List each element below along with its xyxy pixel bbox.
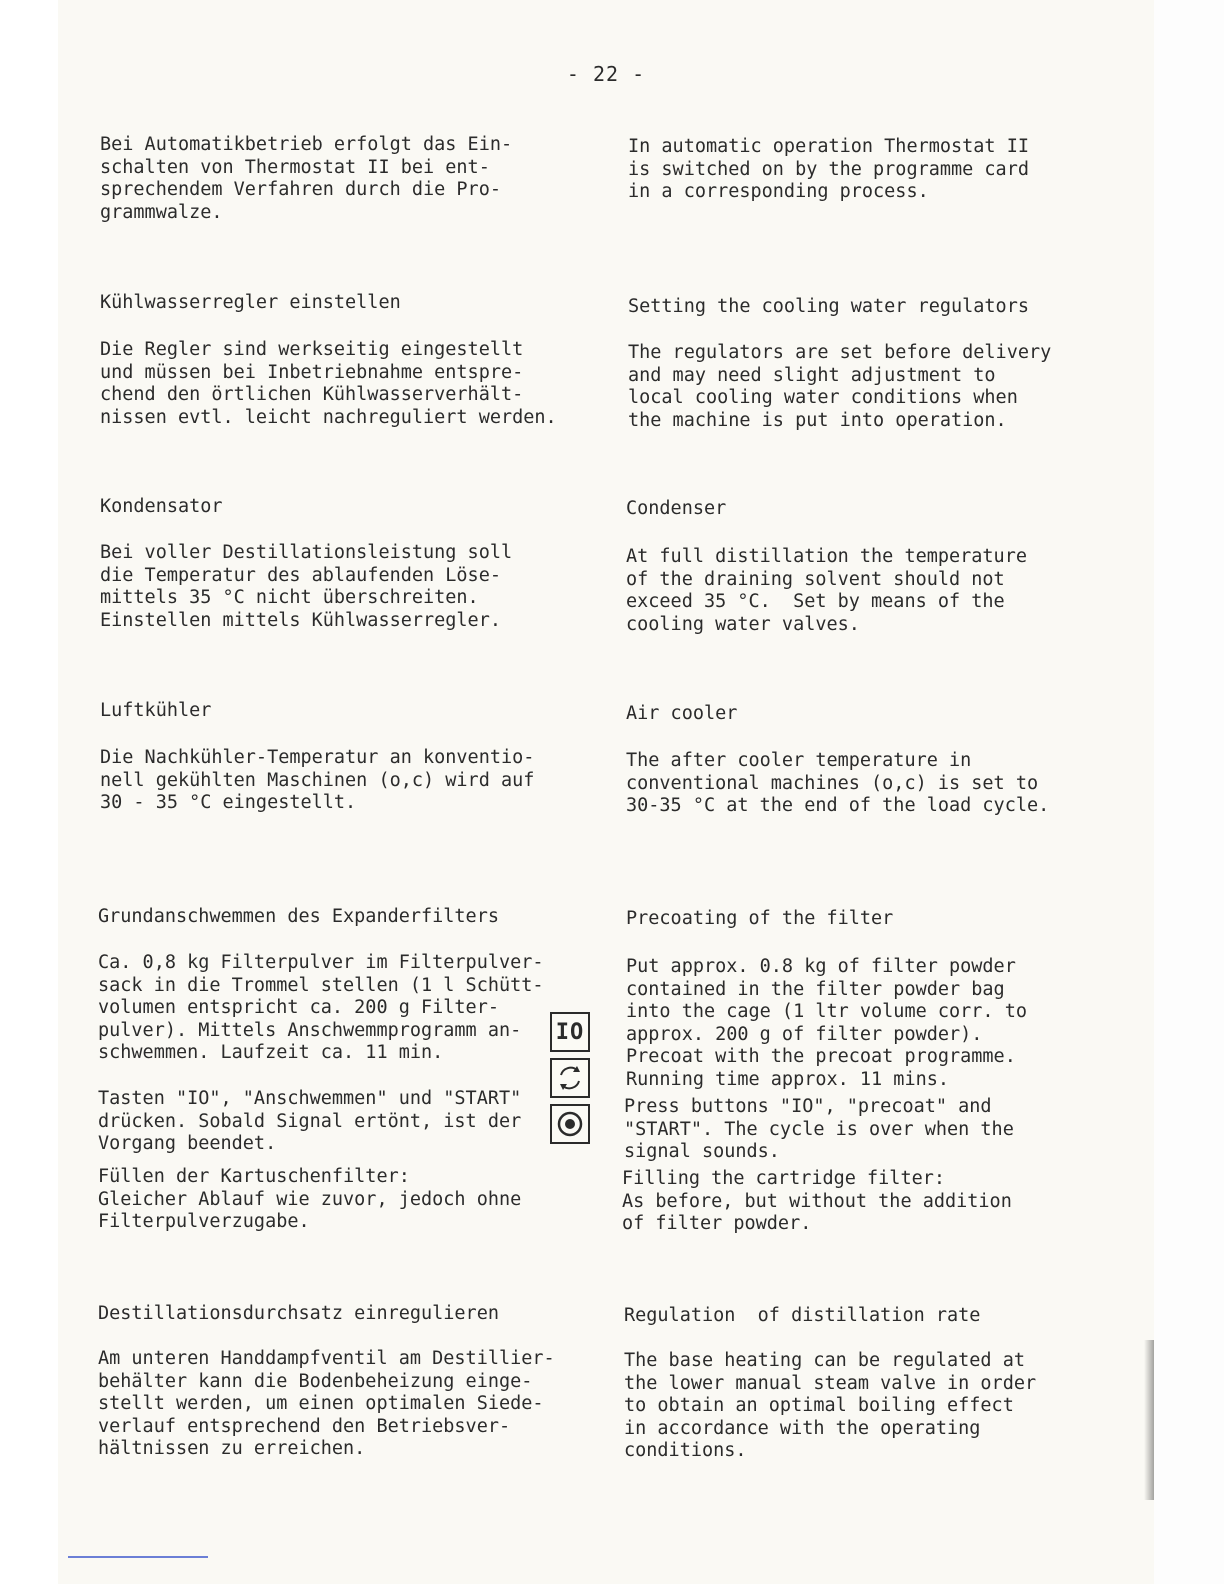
cartridge-text-de: Füllen der Kartuschenfilter: Gleicher Ablauf wie zuvor, jedoch ohne Filterpulverzugabe. bbox=[98, 1166, 522, 1232]
air-cooler-text-en: The after cooler temperature in conventional machines (o,c) is set to 30-35 °C at the end of the load cycle. bbox=[626, 750, 1050, 816]
precoat-buttons-text-en: Press buttons "IO", "precoat" and "START". The cycle is over when the signal sounds. bbox=[624, 1096, 1014, 1162]
intro-text-en: In automatic operation Thermostat II is switched on by the programme card in a corresponding process. bbox=[628, 136, 1029, 202]
distillation-text-en: The base heating can be regulated at the lower manual steam valve in order to obtain an optimal boiling effect in accordance with the operating conditions. bbox=[624, 1350, 1037, 1461]
heading-condenser-de: Kondensator bbox=[100, 496, 223, 517]
io-button-label: IO bbox=[555, 1019, 585, 1045]
io-button-icon bbox=[550, 1012, 590, 1052]
scan-shadow bbox=[1144, 1340, 1154, 1500]
heading-distillation-de: Destillationsdurchsatz einregulieren bbox=[98, 1303, 499, 1324]
precoat-buttons-text-de: Tasten "IO", "Anschwemmen" und "START" drücken. Sobald Signal ertönt, ist der Vorgang beendet. bbox=[98, 1088, 522, 1154]
start-button-icon bbox=[550, 1104, 590, 1144]
scan-artifact-line bbox=[68, 1556, 208, 1558]
heading-cooling-water-en: Setting the cooling water regulators bbox=[628, 296, 1029, 317]
heading-precoat-en: Precoating of the filter bbox=[626, 908, 894, 929]
heading-air-cooler-de: Luftkühler bbox=[100, 700, 212, 721]
air-cooler-text-de: Die Nachkühler-Temperatur an konventio- nell gekühlten Maschinen (o,c) wird auf 30 - 35 °C eingestellt. bbox=[100, 747, 535, 813]
heading-distillation-en: Regulation of distillation rate bbox=[624, 1305, 981, 1326]
document-page bbox=[58, 0, 1154, 1584]
cooling-water-text-de: Die Regler sind werkseitig eingestellt und müssen bei Inbetriebnahme entspre- chend den örtlichen Kühlwasserverhält- nissen evtl. leicht nachreguliert werden. bbox=[100, 339, 557, 428]
heading-cooling-water-de: Kühlwasserregler einstellen bbox=[100, 292, 401, 313]
precoat-text-en: Put approx. 0.8 kg of filter powder contained in the filter powder bag into the cage (1 ltr volume corr. to approx. 200 g of filter powder). Precoat with the precoat programme. Running time approx. 11 mins. bbox=[626, 956, 1027, 1090]
precoat-cycle-icon bbox=[550, 1058, 590, 1098]
distillation-text-de: Am unteren Handdampfventil am Destillier- behälter kann die Bodenbeheizung einge- stellt werden, um einen optimalen Siede- verlauf entsprechend den Betriebsver- hältnissen zu erreichen. bbox=[98, 1348, 555, 1459]
precoat-text-de: Ca. 0,8 kg Filterpulver im Filterpulver- sack in die Trommel stellen (1 l Schütt- volumen entspricht ca. 200 g Filter- pulver). Mittels Anschwemmprogramm an- schwemmen. Laufzeit ca. 11 min. bbox=[98, 952, 544, 1063]
control-button-symbols bbox=[550, 1012, 594, 1150]
scan-margin bbox=[1154, 0, 1224, 1584]
cartridge-text-en: Filling the cartridge filter: As before, but without the addition of filter powder. bbox=[622, 1168, 1012, 1234]
page-number: - 22 - bbox=[566, 62, 646, 86]
heading-precoat-de: Grundanschwemmen des Expanderfilters bbox=[98, 906, 499, 927]
condenser-text-en: At full distillation the temperature of the draining solvent should not exceed 35 °C. Set by means of the cooling water valves. bbox=[626, 546, 1027, 635]
intro-text-de: Bei Automatikbetrieb erfolgt das Ein- schalten von Thermostat II bei ent- sprechendem Verfahren durch die Pro- grammwalze. bbox=[100, 134, 513, 223]
heading-condenser-en: Condenser bbox=[626, 498, 727, 519]
cooling-water-text-en: The regulators are set before delivery and may need slight adjustment to local cooling water conditions when the machine is put into operation. bbox=[628, 342, 1052, 431]
heading-air-cooler-en: Air cooler bbox=[626, 703, 738, 724]
condenser-text-de: Bei voller Destillationsleistung soll die Temperatur des ablaufenden Löse- mittels 35 °C nicht überschreiten. Einstellen mittels Kühlwasserregler. bbox=[100, 542, 513, 631]
